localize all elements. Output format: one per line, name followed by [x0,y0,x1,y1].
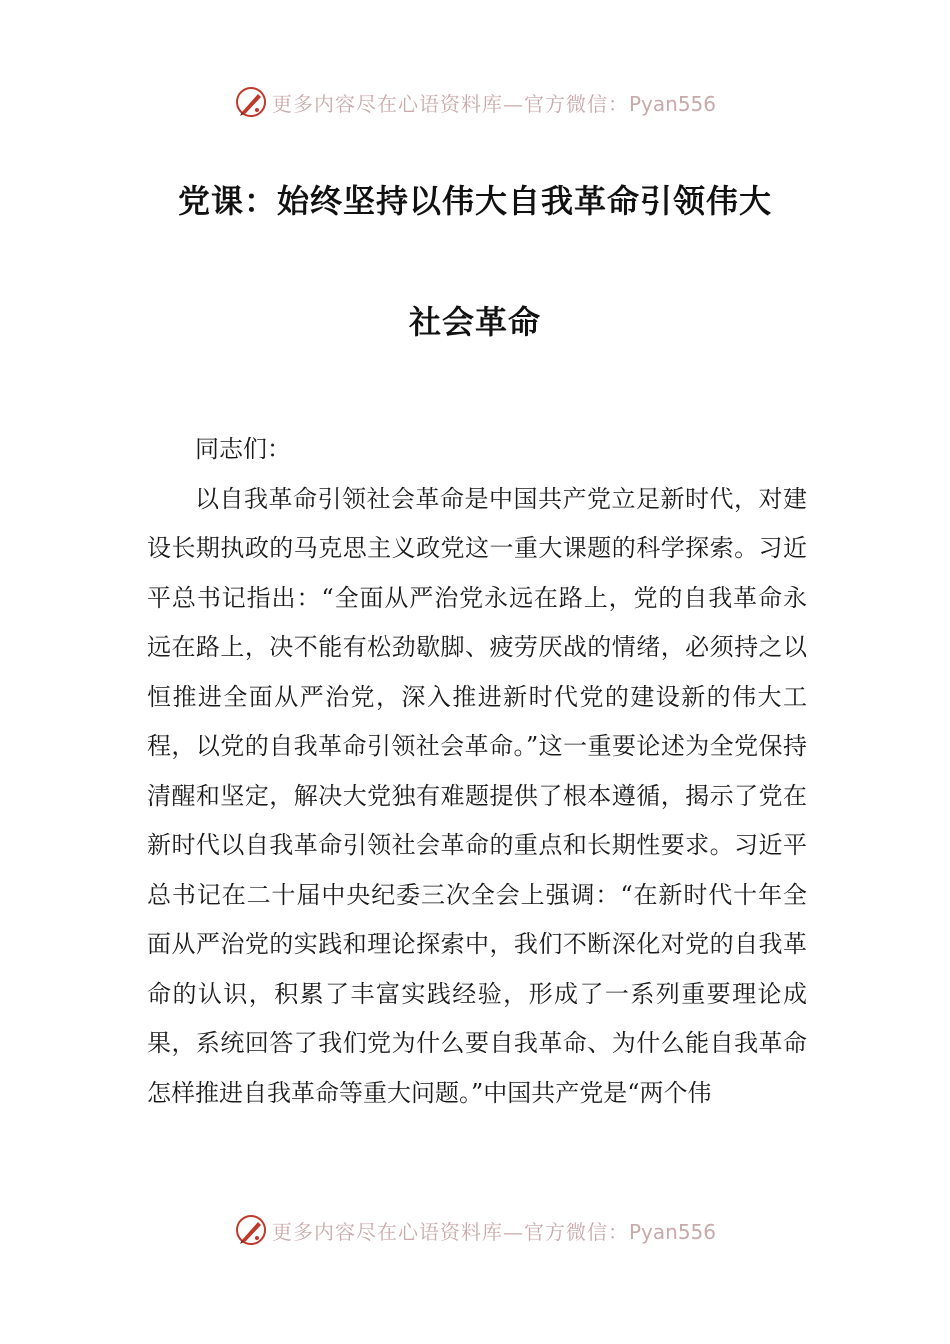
quill-pen-logo-icon [234,1213,268,1247]
body-paragraph: 以自我革命引领社会革命是中国共产党立足新时代，对建设长期执政的马克思主义政党这一重大课题的科学探索。习近平总书记指出：“全面从严治党永远在路上，党的自我革命永远在路上，决不能有松劲歇脚、疲劳厌战的情绪，必须持之以恒推进全面从严治党，深入推进新时代党的建设新的伟大工程，以党的自我革命引领社会革命。”这一重要论述为全党保持清醒和坚定，解决大党独有难题提供了根本遵循，揭示了党在新时代以自我革命引领社会革命的重点和长期性要求。习近平总书记在二十届中央纪委三次全会上强调：“在新时代十年全面从严治党的实践和理论探索中，我们不断深化对党的自我革命的认识，积累了丰富实践经验，形成了一系列重要理论成果，系统回答了我们党为什么要自我革命、为什么能自我革命怎样推进自我革命等重大问题。”中国共产党是“两个伟 [147,484,807,1107]
header-watermark-banner [0,80,950,124]
footer-watermark-banner [0,1208,950,1252]
footer-wechat-id: Pyan556 [628,1219,716,1244]
page-title-line-2: 社会革命 [408,303,541,341]
header-wechat-id: Pyan556 [628,91,716,116]
footer-watermark-text: 更多内容尽在心语资料库—官方微信：Pyan556 [271,1219,716,1244]
page-title-line-1: 党课：始终坚持以伟大自我革命引领伟大 [177,182,772,220]
quill-pen-logo-icon [234,85,268,119]
salutation: 同志们： [195,435,291,463]
document-body [147,425,807,1118]
header-watermark-text: 更多内容尽在心语资料库—官方微信：Pyan556 [271,91,716,116]
